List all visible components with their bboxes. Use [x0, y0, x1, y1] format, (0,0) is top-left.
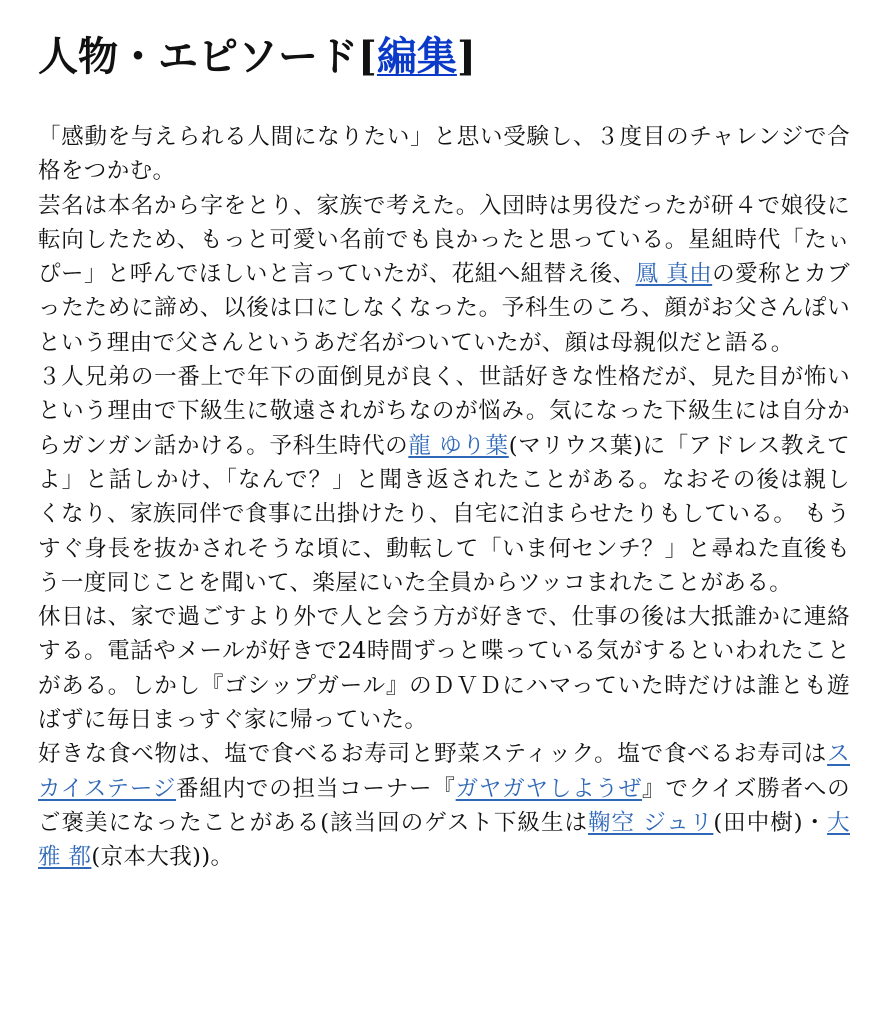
edit-bracket-close: ] [456, 33, 476, 80]
link-sky-stage[interactable]: スカイステージ [38, 741, 850, 802]
paragraph-text: 休日は、家で過ごすより外で人と会う方が好きで、仕事の後は大抵誰かに連絡する。電話やメールが好きで24時間ずっと喋っている気がするといわれたことがある。しかし『ゴシップガール』のＤＶＤにハマっていた時だけは誰とも遊ばずに毎日まっすぐ家に帰っていた。 [38, 604, 850, 734]
link-gayagaya-shiyouze[interactable]: ガヤガヤしようぜ [455, 775, 643, 802]
paragraph-text: (京本大我))。 [91, 844, 234, 871]
edit-link[interactable]: 編集 [376, 33, 457, 80]
link-marisora-juri[interactable]: 鞠空 ジュリ [588, 809, 714, 836]
section-title: 人物・エピソード [38, 33, 358, 80]
paragraph-text: ３人兄弟の一番上で年下の面倒見が良く、世話好きな性格だが、見た目が怖いという理由で下級生に敬遠されがちなのが悩み。気になった下級生には自分からガンガン話かける。予科生時代の [38, 364, 850, 459]
paragraph-holidays [38, 600, 850, 737]
paragraph-text: 好きな食べ物は、塩で食べるお寿司と野菜スティック。塩で食べるお寿司は [38, 741, 828, 768]
link-otori-mayu[interactable]: 鳳 真由 [635, 261, 713, 288]
paragraph-text: 』でクイズ勝者へのご褒美になったことがある(該当回のゲスト下級生は [38, 775, 850, 836]
edit-bracket-open: [ [358, 33, 377, 80]
section-heading [38, 30, 850, 84]
link-taiga-miyako[interactable]: 大雅 都 [38, 809, 850, 871]
paragraph-text: (田中樹)・ [713, 809, 828, 836]
paragraph-text: 「感動を与えられる人間になりたい」と思い受験し、３度目のチャレンジで合格をつかむ。 [38, 124, 850, 185]
link-ryu-yuriha[interactable]: 龍 ゆり葉 [408, 432, 509, 459]
paragraph-stage-name [38, 189, 850, 360]
paragraph-text: 芸名は本名から字をとり、家族で考えた。入団時は男役だったが研４で娘役に転向したため、もっと可愛い名前でも良かったと思っている。星組時代「たぃぴー」と呼んでほしいと言っていたが、花組へ組替え後、 [38, 192, 850, 288]
paragraph-text: 番組内での担当コーナー『 [176, 775, 456, 802]
paragraph-text: の愛称とカブったために諦め、以後は口にしなくなった。予科生のころ、顔がお父さんぽいという理由で父さんというあだ名がついていたが、顔は母親似だと語る。 [38, 261, 850, 356]
paragraph-audition [38, 120, 850, 189]
paragraph-favorite-food [38, 737, 850, 874]
paragraph-text: (マリウス葉)に「アドレス教えてよ」と話しかけ、「なんで？」と聞き返されたことがある。なおその後は親しくなり、家族同伴で食事に出掛けたり、自宅に泊まらせたりもしている。 もうすぐ身長を抜かされそうな頃に、動転して「いま何センチ？」と尋ねた直後もう一度同じことを聞いて、楽屋にいた全員からツッコまれたことがある。 [38, 432, 851, 596]
paragraph-siblings [38, 360, 850, 600]
section-content [38, 120, 850, 875]
